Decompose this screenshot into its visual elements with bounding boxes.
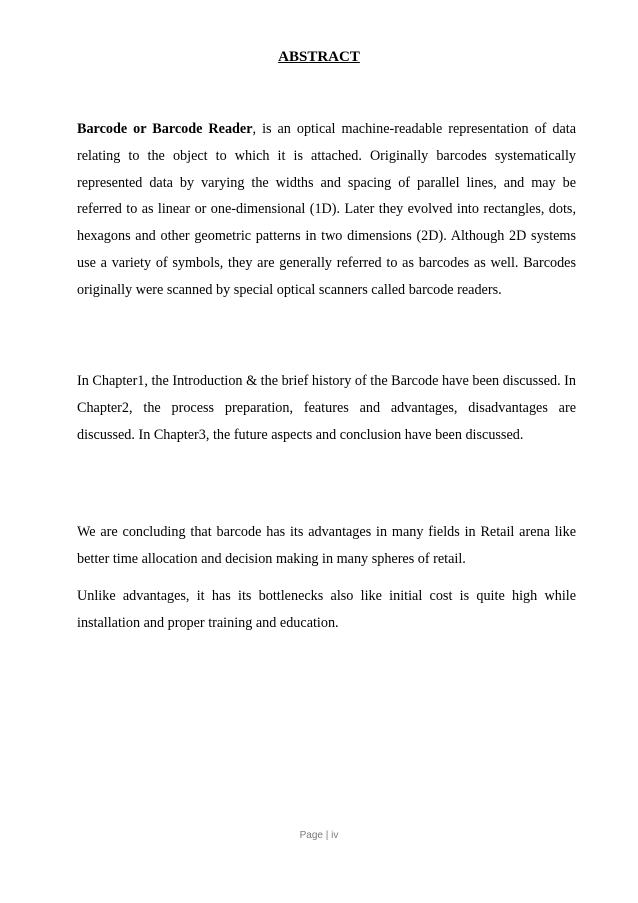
paragraph-barcode-definition	[77, 116, 576, 304]
paragraph-chapters-overview: In Chapter1, the Introduction & the brief history of the Barcode have been discussed. In Chapter2, the process preparation, features and advantages, disadvantages are discussed. In Chapter3, the future aspects and conclusion have been discussed.	[77, 373, 576, 443]
paragraph-bottlenecks: Unlike advantages, it has its bottlenecks also like initial cost is quite high while installation and proper training and education.	[77, 588, 576, 631]
paragraph-conclusion: We are concluding that barcode has its advantages in many fields in Retail arena like better time allocation and decision making in many spheres of retail.	[77, 524, 576, 567]
paragraph-text: , is an optical machine-readable representation of data relating to the object to which it is attached. Originally barcodes systematically represented data by varying the widths and spacing of parallel lines, and may be referred to as linear or one-dimensional (1D). Later they evolved into rectangles, dots, hexagons and other geometric patterns in two dimensions (2D). Although 2D systems use a variety of symbols, they are generally referred to as barcodes as well. Barcodes originally were scanned by special optical scanners called barcode readers.	[77, 121, 577, 298]
page-title: ABSTRACT	[278, 49, 360, 65]
bold-term: Barcode or Barcode Reader	[77, 121, 253, 137]
page-number-footer: Page | iv	[299, 830, 339, 841]
